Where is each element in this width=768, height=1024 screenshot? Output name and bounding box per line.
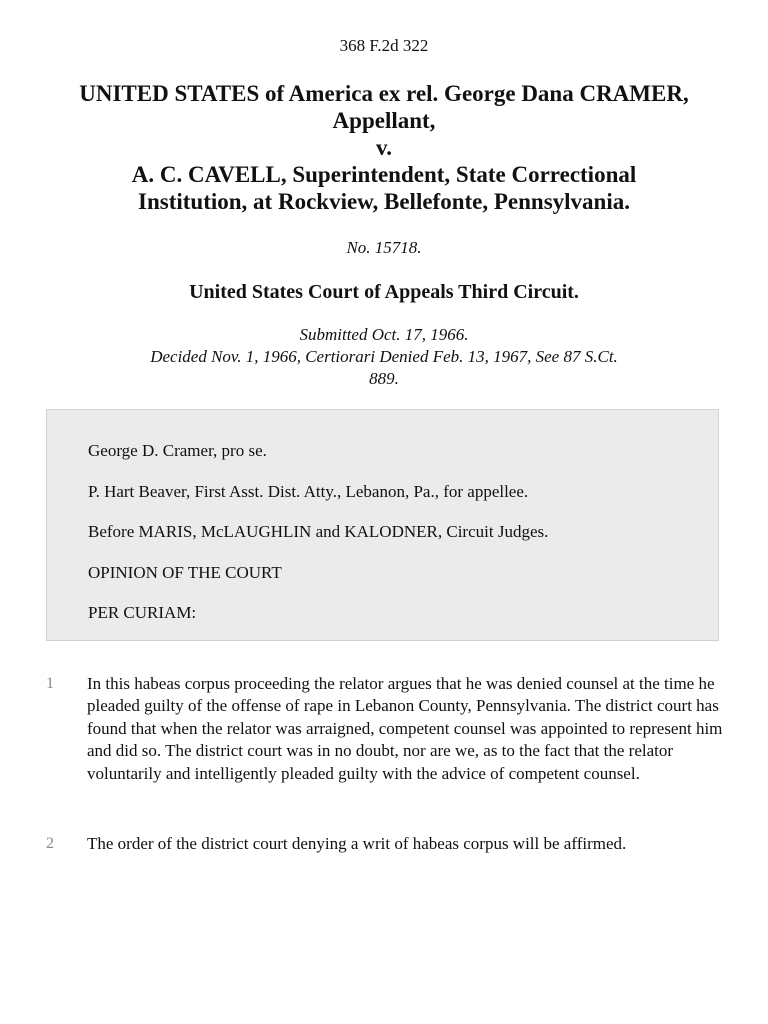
paragraph-number: 1	[46, 675, 54, 692]
docket-number: No. 15718.	[346, 238, 422, 257]
submitted-date: Submitted Oct. 17, 1966.	[299, 325, 469, 344]
caption-institution-line: Institution, at Rockview, Bellefonte, Pennsylvania.	[138, 189, 630, 214]
judges-panel: Before MARIS, McLAUGHLIN and KALODNER, Circuit Judges.	[88, 522, 549, 541]
paragraph-text: In this habeas corpus proceeding the relator argues that he was denied counsel at the time he pleaded guilty of the offense of rape in Lebanon County, Pennsylvania. The district court has found that when the relator was arraigned, competent counsel was appointed to represent him and did so. The district court was in no doubt, nor are we, as to the fact that the relator voluntarily and intelligently pleaded guilty with the advice of competent counsel.	[87, 674, 723, 783]
opinion-author: PER CURIAM:	[88, 603, 197, 622]
case-caption	[40, 80, 728, 215]
caption-versus: v.	[376, 135, 392, 160]
opinion-heading: OPINION OF THE COURT	[88, 563, 282, 582]
caption-role-line: Appellant,	[332, 108, 436, 133]
paragraph-text: The order of the district court denying a writ of habeas corpus will be affirmed.	[87, 834, 627, 853]
caption-parties-line: UNITED STATES of America ex rel. George Dana CRAMER,	[79, 81, 689, 106]
appellee-counsel: P. Hart Beaver, First Asst. Dist. Atty., Lebanon, Pa., for appellee.	[88, 482, 529, 501]
paragraph-number: 2	[46, 835, 54, 852]
court-name: United States Court of Appeals Third Circuit.	[189, 281, 579, 303]
decided-date: Decided Nov. 1, 1966, Certiorari Denied Feb. 13, 1967, See 87 S.Ct. 889.	[150, 347, 618, 388]
caption-respondent-line: A. C. CAVELL, Superintendent, State Correctional	[131, 162, 637, 187]
case-header-box	[46, 409, 719, 641]
appellant-counsel: George D. Cramer, pro se.	[88, 441, 267, 460]
case-dates	[134, 324, 634, 390]
case-citation: 368 F.2d 322	[339, 36, 429, 55]
